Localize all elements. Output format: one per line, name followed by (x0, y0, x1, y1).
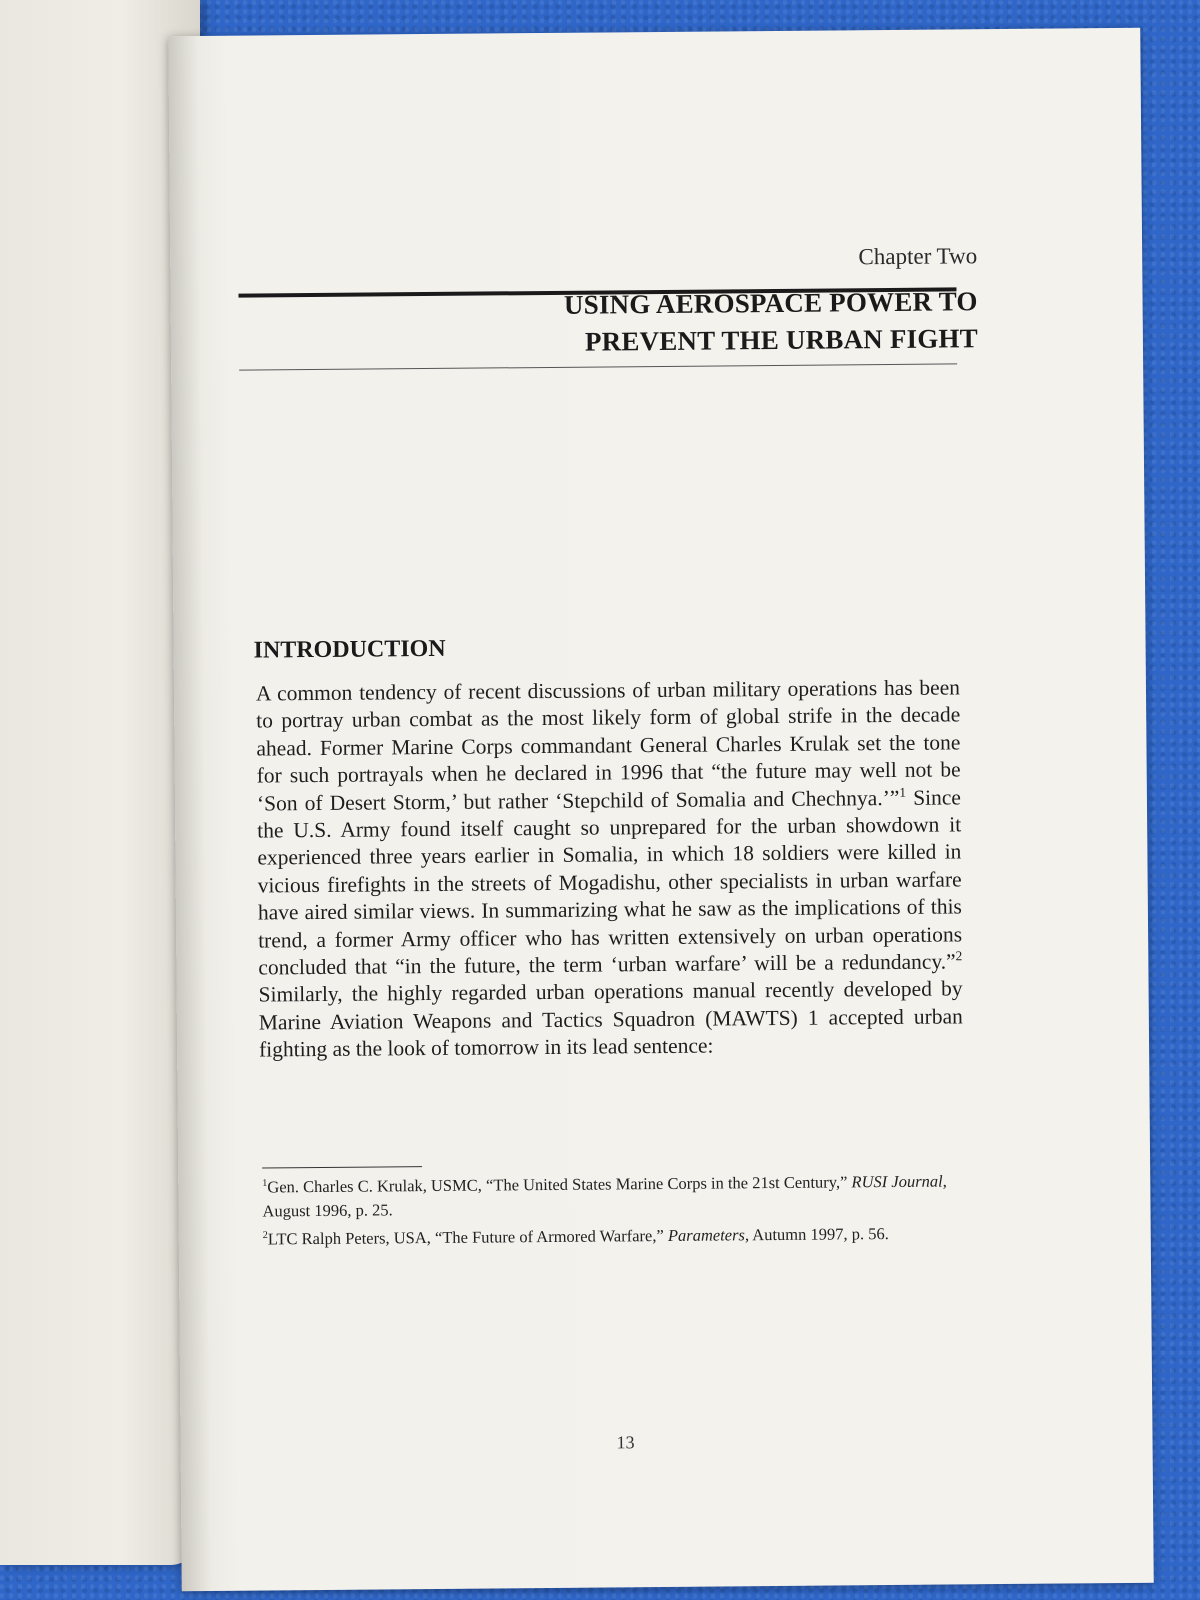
footnote-text-end: , Autumn 1997, p. 56. (744, 1224, 889, 1245)
footnote-ref-2: 2 (955, 948, 963, 964)
footnote-text: Gen. Charles C. Krulak, USMC, “The United States Marine Corps in the 21st Century,” (267, 1172, 852, 1197)
chapter-title-line-1: USING AEROSPACE POWER TO (563, 286, 978, 320)
footnote-number: 2 (262, 1229, 268, 1241)
chapter-label: Chapter Two (858, 243, 978, 270)
body-text-part-2: Since the U.S. Army found itself caught so unprepared for the urban showdown it experienced three years earlier in Somalia, in which 18 soldiers were killed in vicious firefights in the streets of Mogadishu, other specialists in urban warfare have aired similar views. In summarizing what he saw as the implications of this trend, a former Army officer who has written extensively on urban operations concluded that “in the future, the term ‘urban warfare’ will be a redundancy.” (257, 785, 963, 980)
chapter-title-line-2: PREVENT THE URBAN FIGHT (584, 323, 979, 357)
body-paragraph (256, 674, 963, 1064)
footnote-1 (262, 1169, 972, 1223)
body-text-part-1: A common tendency of recent discussions of urban military operations has been to portray urban combat as the most likely form of global strife in the decade ahead. Former Marine Corps commandant General Charles Krulak set the tone for such portrayals when he declared in 1996 that “the future may well not be ‘Son of Desert Storm,’ but rather ‘Stepchild of Somalia and Chechnya.’” (255, 675, 961, 816)
body-text-part-3: Similarly, the highly regarded urban operations manual recently developed by Marine Aviation Weapons and Tactics Squadron (MAWTS) 1 accepted urban fighting as the look of tomorrow in its lead sentence: (258, 976, 963, 1062)
chapter-title (457, 283, 978, 362)
section-heading: INTRODUCTION (253, 635, 446, 664)
book-page (168, 28, 1154, 1591)
footnote-text: LTC Ralph Peters, USA, “The Future of Armored Warfare,” (267, 1225, 668, 1249)
footnote-text-end: , August 1996, p. 25. (262, 1171, 947, 1221)
footnote-source: RUSI Journal (851, 1171, 943, 1192)
footnote-rule (262, 1166, 422, 1168)
chapter-rule-bottom (239, 363, 957, 370)
footnote-number: 1 (262, 1177, 268, 1189)
footnote-2 (263, 1221, 973, 1251)
footnote-ref-1: 1 (899, 784, 907, 800)
page-number: 13 (616, 1432, 635, 1453)
footnote-source: Parameters (667, 1225, 745, 1245)
footnotes (262, 1169, 973, 1255)
